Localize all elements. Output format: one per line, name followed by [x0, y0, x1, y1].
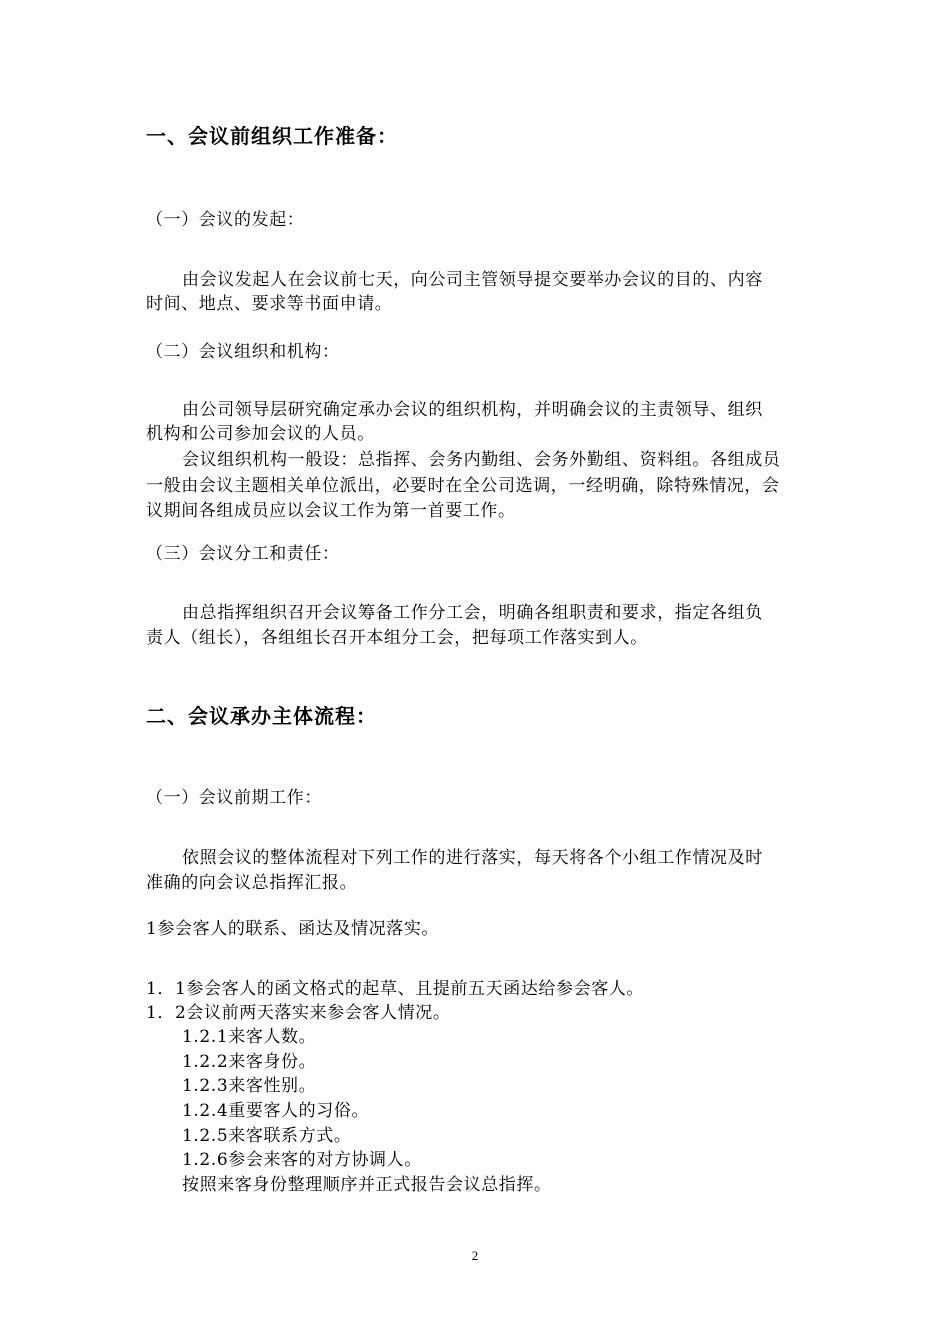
- section-1-heading: 一、会议前组织工作准备：: [146, 124, 398, 148]
- paragraph-line: 按照来客身份整理顺序并正式报告会议总指挥。: [182, 1175, 552, 1195]
- list-item: 1．2会议前两天落实来参会客人情况。: [146, 1003, 451, 1023]
- list-item: 1．1参会客人的函文格式的起草、且提前五天函达给参会客人。: [146, 979, 645, 999]
- list-item: 1.2.5来客联系方式。: [182, 1126, 352, 1146]
- section-2-heading: 二、会议承办主体流程：: [146, 704, 377, 728]
- subsection-1-2-title: （二）会议组织和机构：: [146, 342, 340, 362]
- paragraph-line: 会议组织机构一般设：总指挥、会务内勤组、会务外勤组、资料组。各组成员: [182, 450, 781, 470]
- paragraph-line: 依照会议的整体流程对下列工作的进行落实，每天将各个小组工作情况及时: [182, 848, 763, 868]
- paragraph-line: 一般由会议主题相关单位派出，必要时在全公司选调，一经明确，除特殊情况，会: [146, 476, 780, 496]
- subsection-1-3-title: （三）会议分工和责任：: [146, 544, 340, 564]
- page-number: 2: [471, 1248, 479, 1263]
- paragraph-line: 时间、地点、要求等书面申请。: [146, 294, 393, 314]
- list-item: 1.2.1来客人数。: [182, 1027, 317, 1047]
- paragraph-line: 机构和公司参加会议的人员。: [146, 424, 375, 444]
- list-item: 1参会客人的联系、函达及情况落实。: [146, 919, 440, 939]
- paragraph-line: 准确的向会议总指挥汇报。: [146, 873, 358, 893]
- paragraph-line: 由总指挥组织召开会议筹备工作分工会，明确各组职责和要求，指定各组负: [182, 603, 763, 623]
- paragraph-line: 责人（组长），各组组长召开本组分工会，把每项工作落实到人。: [146, 628, 648, 648]
- list-item: 1.2.2来客身份。: [182, 1052, 317, 1072]
- paragraph-line: 由公司领导层研究确定承办会议的组织机构，并明确会议的主责领导、组织: [182, 400, 763, 420]
- paragraph-line: 由会议发起人在会议前七天，向公司主管领导提交要举办会议的目的、内容: [182, 270, 763, 290]
- list-item: 1.2.4重要客人的习俗。: [182, 1101, 370, 1121]
- paragraph-line: 议期间各组成员应以会议工作为第一首要工作。: [146, 501, 516, 521]
- list-item: 1.2.3来客性别。: [182, 1076, 317, 1096]
- subsection-2-1-title: （一）会议前期工作：: [146, 788, 322, 808]
- subsection-1-1-title: （一）会议的发起：: [146, 210, 305, 230]
- list-item: 1.2.6参会来客的对方协调人。: [182, 1150, 422, 1170]
